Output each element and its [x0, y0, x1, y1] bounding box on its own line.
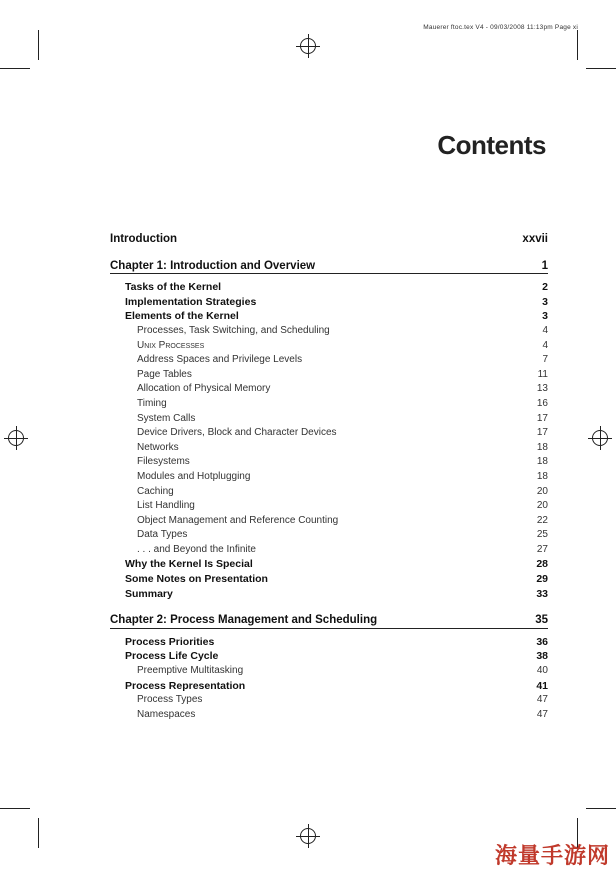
registration-mark-icon [8, 430, 24, 446]
toc-entry-page: 11 [537, 368, 548, 380]
toc-entry-page: 27 [536, 543, 548, 555]
toc-entry-page: 29 [536, 573, 548, 586]
toc-entry[interactable] [110, 587, 548, 602]
toc-entry-label: Summary [125, 587, 173, 600]
toc-entry-label: Process Life Cycle [125, 650, 219, 663]
table-of-contents [110, 232, 548, 722]
toc-entry[interactable] [110, 295, 548, 310]
toc-entry-page: 41 [536, 679, 548, 692]
toc-entry-label: Tasks of the Kernel [125, 281, 222, 294]
toc-entry-page: 3 [542, 295, 548, 308]
crop-mark [577, 30, 578, 60]
crop-mark [586, 68, 616, 69]
toc-entry[interactable] [110, 426, 548, 441]
toc-entry-label: Elements of the Kernel [125, 310, 239, 323]
watermark-logo: 海量手游网 [494, 843, 610, 868]
crop-mark [586, 808, 616, 809]
toc-entry[interactable] [110, 441, 548, 456]
toc-entry[interactable] [110, 543, 548, 558]
toc-entry-label: Why the Kernel Is Special [125, 558, 253, 571]
toc-entry-label: Chapter 1: Introduction and Overview [110, 259, 316, 272]
toc-entry-page: 18 [536, 456, 548, 468]
toc-entry-label: Timing [137, 397, 167, 409]
toc-entry-page: 16 [536, 397, 548, 409]
toc-entry-label: . . . and Beyond the Infinite [137, 543, 256, 555]
toc-entry-page: xxvii [522, 233, 548, 245]
toc-entry-page: 17 [536, 427, 548, 439]
registration-mark-icon [592, 430, 608, 446]
toc-entry-page: 35 [535, 614, 548, 627]
toc-entry-page: 7 [542, 354, 548, 366]
toc-entry-label: Implementation Strategies [125, 295, 257, 308]
toc-entry-page: 36 [536, 635, 548, 648]
toc-entry-label: Process Priorities [125, 635, 215, 648]
toc-entry-label: List Handling [137, 500, 195, 512]
toc-entry-label: Object Management and Reference Counting [137, 514, 339, 526]
toc-entry-page: 3 [542, 310, 548, 323]
toc-entry[interactable] [110, 309, 548, 324]
crop-mark [0, 68, 30, 69]
toc-entry-page: 4 [542, 324, 548, 336]
toc-entry-page: 2 [542, 281, 548, 294]
toc-entry-label: Modules and Hotplugging [137, 470, 251, 482]
toc-entry-label: Device Drivers, Block and Character Devices [137, 427, 337, 439]
toc-entry[interactable] [110, 382, 548, 397]
toc-entry-page: 33 [536, 587, 548, 600]
toc-entry-page: 17 [536, 412, 548, 424]
toc-entry-label: Address Spaces and Privilege Levels [137, 354, 303, 366]
toc-entry[interactable] [110, 649, 548, 664]
page-title: Contents [437, 130, 546, 160]
toc-entry[interactable] [110, 557, 548, 572]
toc-entry-page: 47 [536, 708, 548, 720]
toc-entry[interactable] [110, 528, 548, 543]
toc-entry-page: 38 [536, 650, 548, 663]
crop-mark [38, 818, 39, 848]
toc-entry-page: 4 [542, 339, 548, 351]
toc-entry[interactable] [110, 397, 548, 412]
toc-entry[interactable] [110, 470, 548, 485]
toc-entry[interactable] [110, 485, 548, 500]
toc-entry[interactable] [110, 664, 548, 679]
toc-entry-label: Process Types [137, 694, 203, 706]
toc-entry[interactable] [110, 499, 548, 514]
chapter-entry[interactable] [110, 613, 548, 629]
toc-entry-page: 20 [536, 500, 548, 512]
toc-entry-label: Networks [137, 441, 179, 453]
toc-entry-label: Some Notes on Presentation [125, 573, 268, 586]
toc-entry-label: Caching [137, 485, 174, 497]
toc-entry-page: 18 [536, 470, 548, 482]
toc-entry[interactable] [110, 339, 548, 354]
toc-entry-page: 1 [541, 259, 548, 272]
registration-mark-icon [300, 828, 316, 844]
toc-entry-label: Chapter 2: Process Management and Scheduling [110, 614, 378, 627]
toc-entry[interactable] [110, 455, 548, 470]
chapter-entry[interactable] [110, 259, 548, 275]
toc-entry[interactable] [110, 368, 548, 383]
crop-mark [38, 30, 39, 60]
toc-entry-page: 47 [536, 694, 548, 706]
toc-entry-label: Namespaces [137, 708, 196, 720]
toc-entry-page: 20 [536, 485, 548, 497]
toc-entry-label: Data Types [137, 529, 188, 541]
running-header: Mauerer ftoc.tex V4 - 09/03/2008 11:13pm Page xi [423, 24, 578, 31]
toc-entry[interactable] [110, 679, 548, 694]
toc-entry[interactable] [110, 693, 548, 708]
toc-entry-label: Introduction [110, 233, 178, 245]
toc-entry-label: Process Representation [125, 679, 246, 692]
toc-entry[interactable] [110, 572, 548, 587]
toc-entry[interactable] [110, 412, 548, 427]
registration-mark-icon [300, 38, 316, 54]
toc-entry-label: Preemptive Multitasking [137, 665, 244, 677]
toc-entry-page: 13 [536, 383, 548, 395]
crop-mark [0, 808, 30, 809]
toc-entry-label: Processes, Task Switching, and Scheduling [137, 324, 330, 336]
toc-entry[interactable] [110, 514, 548, 529]
toc-entry[interactable] [110, 232, 548, 247]
toc-entry-label: System Calls [137, 412, 196, 424]
toc-entry-label: Page Tables [137, 368, 192, 380]
toc-entry-label: Filesystems [137, 456, 190, 468]
toc-entry-page: 22 [536, 514, 548, 526]
toc-entry[interactable] [110, 635, 548, 650]
toc-entry-page: 40 [536, 665, 548, 677]
toc-entry[interactable] [110, 280, 548, 295]
toc-entry-page: 28 [536, 558, 548, 571]
toc-entry-page: 25 [536, 529, 548, 541]
toc-entry[interactable] [110, 353, 548, 368]
toc-entry[interactable] [110, 324, 548, 339]
toc-entry[interactable] [110, 708, 548, 723]
toc-entry-label: Unix Processes [137, 339, 205, 351]
toc-entry-page: 18 [536, 441, 548, 453]
toc-entry-label: Allocation of Physical Memory [137, 383, 271, 395]
